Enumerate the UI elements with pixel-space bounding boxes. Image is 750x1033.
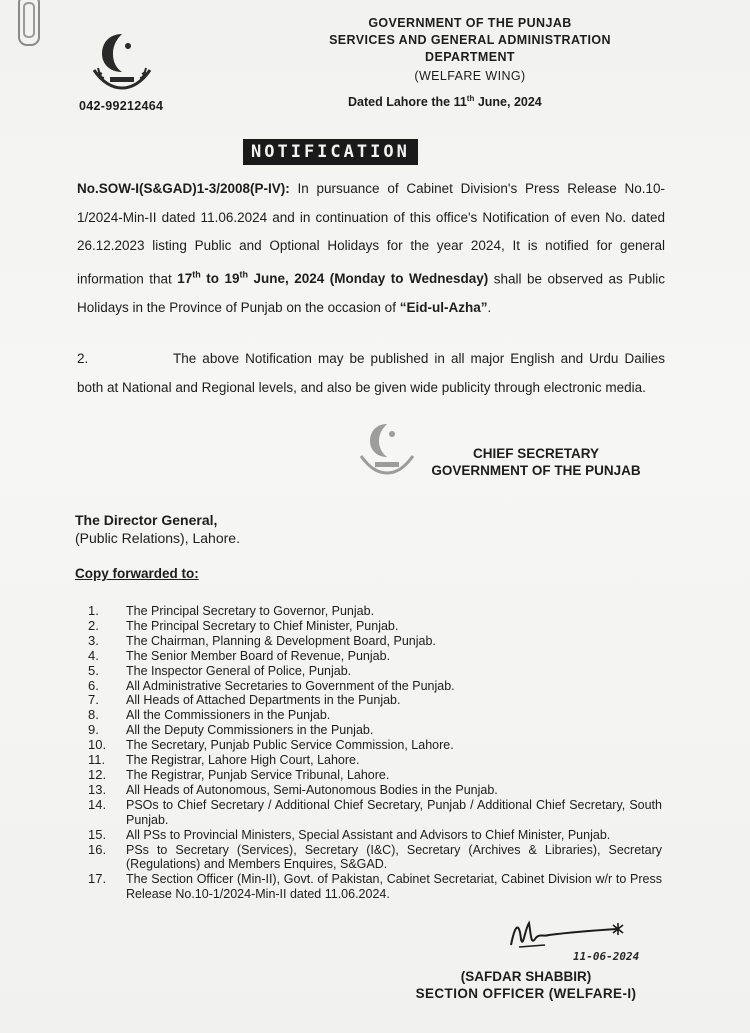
date-from: 17 [177,271,193,286]
paragraph-1-end: . [487,299,492,315]
list-item-text: All the Commissioners in the Punjab. [126,708,331,723]
list-item [82,708,662,723]
punjab-seal-watermark-icon [355,420,419,480]
list-item-text: The Principal Secretary to Governor, Punjab. [126,604,375,618]
signature-date: 11-06-2024 [573,950,640,963]
list-item [82,872,662,902]
list-item-number: 2. [88,617,99,633]
list-item [82,723,662,738]
list-item-text: PSs to Secretary (Services), Secretary (I&C), Secretary (Archives & Libraries), Secretary (Regulations) and Members Enquires, S&GAD. [126,842,662,872]
dated-suffix: June, 2024 [474,95,542,110]
handwritten-signature [505,915,635,955]
list-item-text: PSOs to Chief Secretary / Additional Chief Secretary, Punjab / Additional Chief Secretary, South Punjab. [126,797,662,827]
notification-title: NOTIFICATION [243,139,418,165]
date-to-sup: th [239,269,249,280]
punjab-government-emblem-icon [88,30,156,96]
list-item-number: 12. [88,766,107,782]
list-item-number: 4. [88,647,99,663]
list-item-text: The Inspector General of Police, Punjab. [126,663,352,678]
list-item-number: 14. [88,796,107,812]
addressee-title: The Director General, [75,512,218,528]
list-item-number: 11. [88,752,106,768]
date-to-suffix: June, 2024 (Monday to Wednesday) [248,271,489,286]
list-item-number: 5. [88,662,99,678]
header-department: DEPARTMENT [425,50,515,64]
dated-sup: th [466,94,475,103]
copy-forwarded-list [82,604,662,902]
list-item [82,664,662,679]
list-item [82,828,662,843]
list-item-text: The Secretary, Punjab Public Service Commission, Lahore. [126,738,454,753]
list-item-text: The Registrar, Lahore High Court, Lahore. [126,753,360,768]
list-item-number: 8. [88,707,99,723]
list-item [82,798,662,828]
list-item [82,679,662,694]
list-item [82,693,662,708]
paragraph-1 [77,175,665,322]
list-item-text: The Principal Secretary to Chief Minister, Punjab. [126,618,399,633]
holiday-dates [177,271,488,286]
list-item-number: 9. [88,722,99,738]
list-item [82,783,662,798]
paragraph-2-text: The above Notification may be published in all major English and Urdu Dailies both at National and Regional levels, and also be given wide publicity through electronic media. [77,351,665,395]
dated-prefix: Dated Lahore the 11 [348,95,467,110]
list-item [82,649,662,664]
occasion-name: “Eid-ul-Azha” [399,299,488,315]
paragraph-1-text-a: In pursuance of Cabinet Division's Press Release No.10-1/2024-Min-II dated 11.06.2024 and in continuation of this office's Notification of even No. dated 26.12.2023 listing Public and Optional Holidays for the year 2024, It is notified for general information that [77,181,665,286]
list-item-number: 10. [88,737,107,753]
header-wing: (WELFARE WING) [414,69,526,83]
list-item [82,634,662,649]
date-from-sup: th [192,269,201,280]
list-item-text: The Registrar, Punjab Service Tribunal, Lahore. [126,767,390,782]
list-item-number: 3. [88,632,99,648]
list-item [82,738,662,753]
list-item-text: All Heads of Attached Departments in the Punjab. [126,693,401,708]
list-item [82,753,662,768]
reference-number: No.SOW-I(S&GAD)1-3/2008(P-IV): [77,181,290,196]
list-item-number: 16. [88,841,107,857]
list-item-text: The Senior Member Board of Revenue, Punjab. [126,648,391,663]
paperclip-icon [18,0,40,46]
list-item-text: The Chairman, Planning & Development Board, Punjab. [126,633,436,648]
list-item [82,843,662,873]
header-government: GOVERNMENT OF THE PUNJAB [368,16,572,30]
paragraph-2-number: 2. [77,351,89,366]
officer-name: (SAFDAR SHABBIR) [460,969,592,984]
list-item-text: All Administrative Secretaries to Government of the Punjab. [126,678,455,693]
list-item-number: 15. [88,826,107,842]
list-item-number: 17. [88,871,107,887]
header-department-name: SERVICES AND GENERAL ADMINISTRATION [329,33,611,47]
list-item [82,619,662,634]
list-item-number: 1. [88,603,99,618]
signatory-title: CHIEF SECRETARY [472,446,599,461]
list-item-text: All the Deputy Commissioners in the Punjab. [126,723,374,738]
list-item [82,604,662,619]
list-item-text: All PSs to Provincial Ministers, Special Assistant and Advisors to Chief Minister, Punjab. [126,827,611,842]
copy-forwarded-heading: Copy forwarded to: [75,566,199,581]
list-item-text: All Heads of Autonomous, Semi-Autonomous Bodies in the Punjab. [126,782,498,797]
list-item [82,768,662,783]
officer-designation: SECTION OFFICER (WELFARE-I) [415,986,637,1001]
list-item-number: 13. [88,781,107,797]
list-item-number: 7. [88,692,99,708]
addressee-office: (Public Relations), Lahore. [75,530,240,546]
list-item-text: The Section Officer (Min-II), Govt. of Pakistan, Cabinet Secretariat, Cabinet Division w/r to Press Release No.10-1/2024-Min-II dated 11.06.2024. [126,872,662,902]
paragraph-1-text-b: shall be observed as Public Holidays in the Province of Punjab on the occasion of [77,271,665,315]
paragraph-2 [77,345,665,402]
dated-line [348,94,542,109]
list-item-number: 6. [88,677,99,693]
phone-number: 042-99212464 [79,99,164,113]
signatory-government: GOVERNMENT OF THE PUNJAB [431,463,641,478]
date-to-prefix: to 19 [200,271,240,286]
